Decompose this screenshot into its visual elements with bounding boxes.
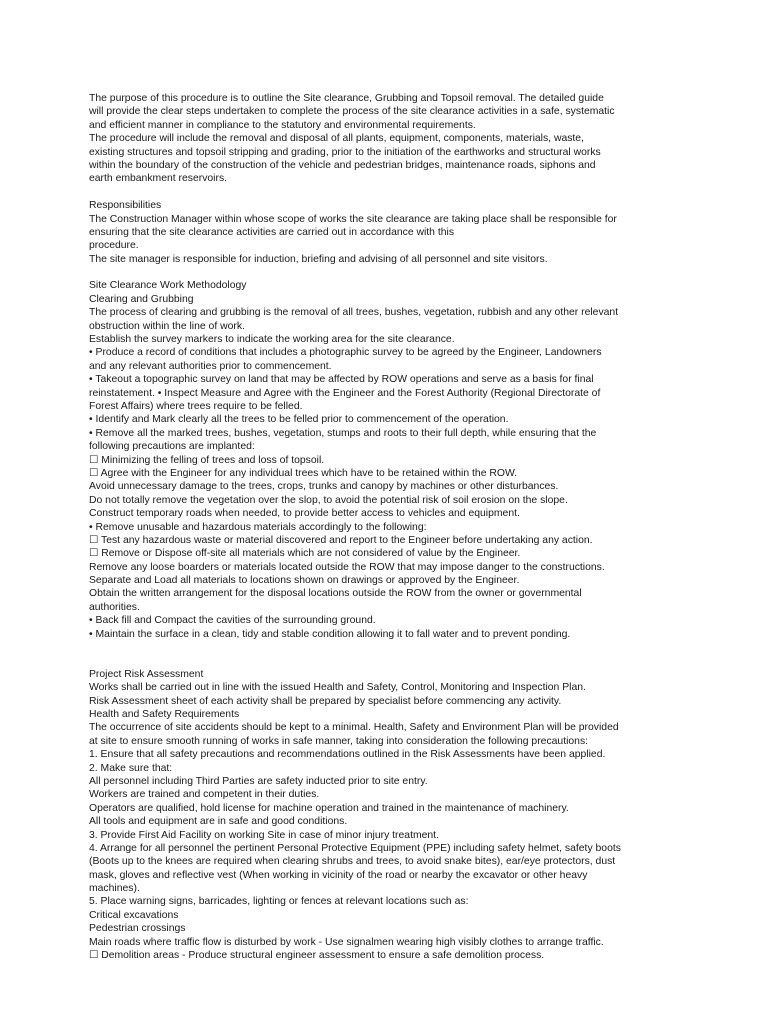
checkbox-item: ☐ Demolition areas - Produce structural engineer assessment to ensure a safe demolition process.	[89, 950, 545, 962]
text-line: The purpose of this procedure is to outline the Site clearance, Grubbing and Topsoil removal. The detailed guide	[89, 93, 604, 104]
numbered-item: 2. Make sure that:	[89, 762, 173, 774]
text-line: Forest Affairs) where trees require to be felled.	[89, 400, 303, 412]
bullet-item: • Takeout a topographic survey on land that may be affected by ROW operations and serve as a basis for final	[89, 374, 594, 386]
bullet-item: • Maintain the surface in a clean, tidy and stable condition allowing it to fall water and to prevent ponding.	[89, 628, 571, 640]
numbered-item: 3. Provide First Aid Facility on working Site in case of minor injury treatment.	[89, 829, 439, 841]
text-line: mask, gloves and reflective vest (When working in vicinity of the road or nearby the excavator or other heavy	[89, 869, 588, 881]
text-line: reinstatement. • Inspect Measure and Agree with the Engineer and the Forest Authority (Regional Directorate of	[89, 387, 601, 399]
text-line: Remove any loose boarders or materials located outside the ROW that may impose danger to the constructions.	[89, 561, 605, 573]
text-line: Workers are trained and competent in their duties.	[89, 789, 320, 801]
text-line: machines).	[89, 883, 140, 895]
text-line: Obtain the written arrangement for the disposal locations outside the ROW from the owner or governmental	[89, 588, 582, 600]
numbered-item: 1. Ensure that all safety precautions and recommendations outlined in the Risk Assessments have been applied.	[89, 749, 606, 761]
text-line: Establish the survey markers to indicate the working area for the site clearance.	[89, 334, 455, 346]
text-line: Separate and Load all materials to locations shown on drawings or approved by the Engineer.	[89, 575, 520, 587]
text-line: at site to ensure smooth running of works in safe manner, taking into consideration the following precautions:	[89, 735, 589, 747]
text-line: Main roads where traffic flow is disturbed by work - Use signalmen wearing high visibly clothes to arrange traffic.	[89, 936, 604, 948]
text-line: The procedure will include the removal and disposal of all plants, equipment, components, materials, waste,	[89, 133, 584, 145]
text-line: and efficient manner in compliance to the statutory and environmental requirements.	[89, 119, 476, 131]
text-line: within the boundary of the construction of the vehicle and pedestrian bridges, maintenance roads, siphons and	[89, 159, 596, 171]
subsection-heading: Clearing and Grubbing	[89, 293, 194, 305]
text-line: All personnel including Third Parties are safety inducted prior to site entry.	[89, 775, 428, 787]
checkbox-item: ☐ Minimizing the felling of trees and loss of topsoil.	[89, 454, 325, 466]
text-line: following precautions are implanted:	[89, 441, 255, 453]
checkbox-item: ☐ Test any hazardous waste or material discovered and report to the Engineer before undertaking any action.	[89, 534, 593, 546]
text-line: The process of clearing and grubbing is the removal of all trees, bushes, vegetation, rubbish and any other relevant	[89, 307, 619, 319]
bullet-item: • Remove unusable and hazardous materials accordingly to the following:	[89, 521, 427, 533]
text-line: Pedestrian crossings	[89, 923, 186, 935]
text-line: and any relevant authorities prior to commencement.	[89, 360, 332, 372]
text-line: ensuring that the site clearance activities are carried out in accordance with this	[89, 226, 455, 238]
section-heading: Project Risk Assessment	[89, 668, 204, 680]
text-line: Avoid unnecessary damage to the trees, crops, trunks and canopy by machines or other disturbances.	[89, 481, 559, 493]
section-heading: Responsibilities	[89, 200, 162, 212]
text-line: All tools and equipment are in safe and good conditions.	[89, 816, 348, 828]
text-line: Critical excavations	[89, 909, 179, 921]
text-line: Do not totally remove the vegetation over the slop, to avoid the potential risk of soil erosion on the slope.	[89, 494, 568, 506]
text-line: The site manager is responsible for induction, briefing and advising of all personnel and site visitors.	[89, 253, 548, 265]
text-line: The occurrence of site accidents should be kept to a minimal. Health, Safety and Environment Plan will be provided	[89, 722, 619, 734]
document-body	[89, 92, 689, 962]
text-line: authorities.	[89, 601, 140, 613]
risk-section	[89, 668, 689, 963]
checkbox-item: ☐ Remove or Dispose off-site all materials which are not considered of value by the Engineer.	[89, 548, 521, 560]
paragraph-gap	[89, 641, 689, 668]
text-line: procedure.	[89, 240, 139, 252]
subsection-heading: Health and Safety Requirements	[89, 708, 240, 720]
bullet-item: • Produce a record of conditions that includes a photographic survey to be agreed by the Engineer, Landowners	[89, 347, 602, 359]
responsibilities-section	[89, 199, 689, 266]
methodology-section	[89, 279, 689, 641]
paragraph-gap	[89, 186, 689, 199]
text-line: earth embankment reservoirs.	[89, 173, 228, 185]
text-line: Construct temporary roads when needed, to provide better access to vehicles and equipment.	[89, 508, 520, 520]
text-line: Operators are qualified, hold license for machine operation and trained in the maintenance of machinery.	[89, 802, 569, 814]
text-line: The Construction Manager within whose scope of works the site clearance are taking place shall be responsible for	[89, 213, 617, 225]
checkbox-item: ☐ Agree with the Engineer for any individual trees which have to be retained within the ROW.	[89, 467, 518, 479]
text-line: Risk Assessment sheet of each activity shall be prepared by specialist before commencing any activity.	[89, 695, 562, 707]
bullet-item: • Back fill and Compact the cavities of the surrounding ground.	[89, 615, 376, 627]
numbered-item: 4. Arrange for all personnel the pertinent Personal Protective Equipment (PPE) including safety helmet, safety boots	[89, 842, 621, 854]
paragraph-gap	[89, 266, 689, 279]
text-line: Works shall be carried out in line with the issued Health and Safety, Control, Monitoring and Inspection Plan.	[89, 682, 586, 694]
bullet-item: • Identify and Mark clearly all the trees to be felled prior to commencement of the operation.	[89, 414, 509, 426]
section-heading: Site Clearance Work Methodology	[89, 280, 247, 292]
text-line: obstruction within the line of work.	[89, 320, 245, 332]
bullet-item: • Remove all the marked trees, bushes, vegetation, stumps and roots to their full depth, while ensuring that the	[89, 427, 597, 439]
text-line: existing structures and topsoil stripping and grading, prior to the initiation of the earthworks and structural works	[89, 146, 601, 158]
intro-section	[89, 92, 689, 186]
text-line: (Boots up to the knees are required when clearing shrubs and trees, to avoid snake bites), ear/eye protectors, dust	[89, 856, 616, 868]
text-line: will provide the clear steps undertaken to complete the process of the site clearance activities in a safe, systematic	[89, 106, 615, 118]
numbered-item: 5. Place warning signs, barricades, lighting or fences at relevant locations such as:	[89, 896, 469, 908]
